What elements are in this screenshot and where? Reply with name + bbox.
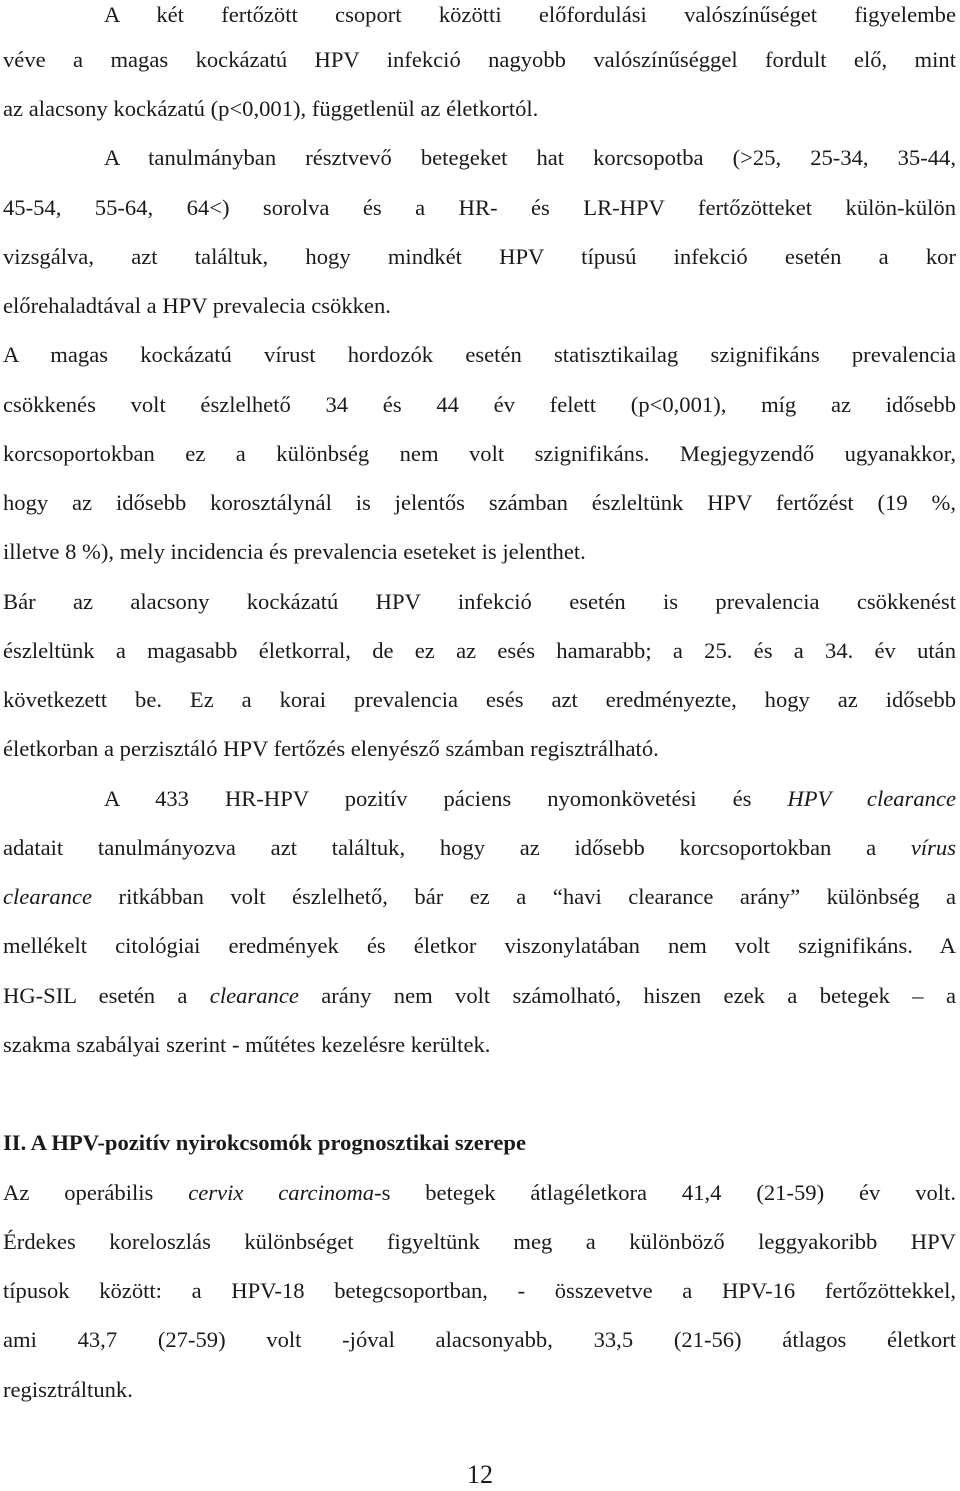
italic-term: clearance	[209, 983, 299, 1008]
text-line: A tanulmányban résztvevő betegeket hat korcsopotba (>25, 25-34, 35-44,	[104, 145, 956, 170]
text-line: clearance ritkábban volt észlelhető, bár ez a “havi clearance arány” különbség a	[3, 884, 956, 909]
text-line: szakma szabályai szerint - műtétes kezelésre kerültek.	[3, 1032, 491, 1057]
text-line: illetve 8 %), mely incidencia és prevalencia eseteket is jelenthet.	[3, 539, 586, 564]
text-line: vizsgálva, azt találtuk, hogy mindkét HPV típusú infekció esetén a kor	[3, 244, 956, 269]
text-line: adatait tanulmányozva azt találtuk, hogy az idősebb korcsoportokban a vírus	[3, 835, 956, 860]
text-line: mellékelt citológiai eredmények és életkor viszonylatában nem volt szignifikáns. A	[3, 933, 956, 958]
italic-term: vírus	[910, 835, 956, 860]
text-line: Bár az alacsony kockázatú HPV infekció esetén is prevalencia csökkenést	[3, 589, 956, 614]
text-line: HG-SIL esetén a clearance arány nem volt számolható, hiszen ezek a betegek – a	[3, 983, 956, 1008]
text-line: típusok között: a HPV-18 betegcsoportban, - összevetve a HPV-16 fertőzöttekkel,	[3, 1278, 956, 1303]
text-line: következett be. Ez a korai prevalencia esés azt eredményezte, hogy az idősebb	[3, 687, 956, 712]
text-line: Az operábilis cervix carcinoma-s betegek átlagéletkora 41,4 (21-59) év volt.	[3, 1180, 956, 1205]
italic-term: HPV clearance	[787, 786, 956, 811]
italic-term: cervix carcinoma	[188, 1180, 375, 1205]
text-line: 45-54, 55-64, 64<) sorolva és a HR- és LR-HPV fertőzötteket külön-külön	[3, 195, 956, 220]
text-line: Érdekes koreloszlás különbséget figyeltünk meg a különböző leggyakoribb HPV	[3, 1229, 956, 1254]
text-line: A két fertőzött csoport közötti előfordulási valószínűséget figyelembe	[104, 2, 956, 27]
text-line: véve a magas kockázatú HPV infekció nagyobb valószínűséggel fordult elő, mint	[3, 47, 956, 72]
page-number: 12	[467, 1460, 493, 1489]
italic-term: clearance	[3, 884, 93, 909]
text-line: az alacsony kockázatú (p<0,001), függetlenül az életkortól.	[3, 96, 539, 121]
text-line: észleltünk a magasabb életkorral, de ez az esés hamarabb; a 25. és a 34. év után	[3, 638, 956, 663]
text-line: hogy az idősebb korosztálynál is jelentős számban észleltünk HPV fertőzést (19 %,	[3, 490, 956, 515]
text-line: regisztráltunk.	[3, 1377, 133, 1402]
text-line: előrehaladtával a HPV prevalecia csökken.	[3, 293, 391, 318]
text-line: csökkenés volt észlelhető 34 és 44 év felett (p<0,001), míg az idősebb	[3, 392, 956, 417]
text-line: korcsoportokban ez a különbség nem volt szignifikáns. Megjegyzendő ugyanakkor,	[3, 441, 956, 466]
section-heading: II. A HPV-pozitív nyirokcsomók prognosztikai szerepe	[3, 1130, 527, 1155]
text-line: A magas kockázatú vírust hordozók esetén statisztikailag szignifikáns prevalencia	[3, 342, 956, 367]
text-line: ami 43,7 (27-59) volt -jóval alacsonyabb, 33,5 (21-56) átlagos életkort	[3, 1327, 956, 1352]
text-line: életkorban a perzisztáló HPV fertőzés elenyésző számban regisztrálható.	[3, 736, 659, 761]
text-line: A 433 HR-HPV pozitív páciens nyomonkövetési és HPV clearance	[104, 786, 956, 811]
